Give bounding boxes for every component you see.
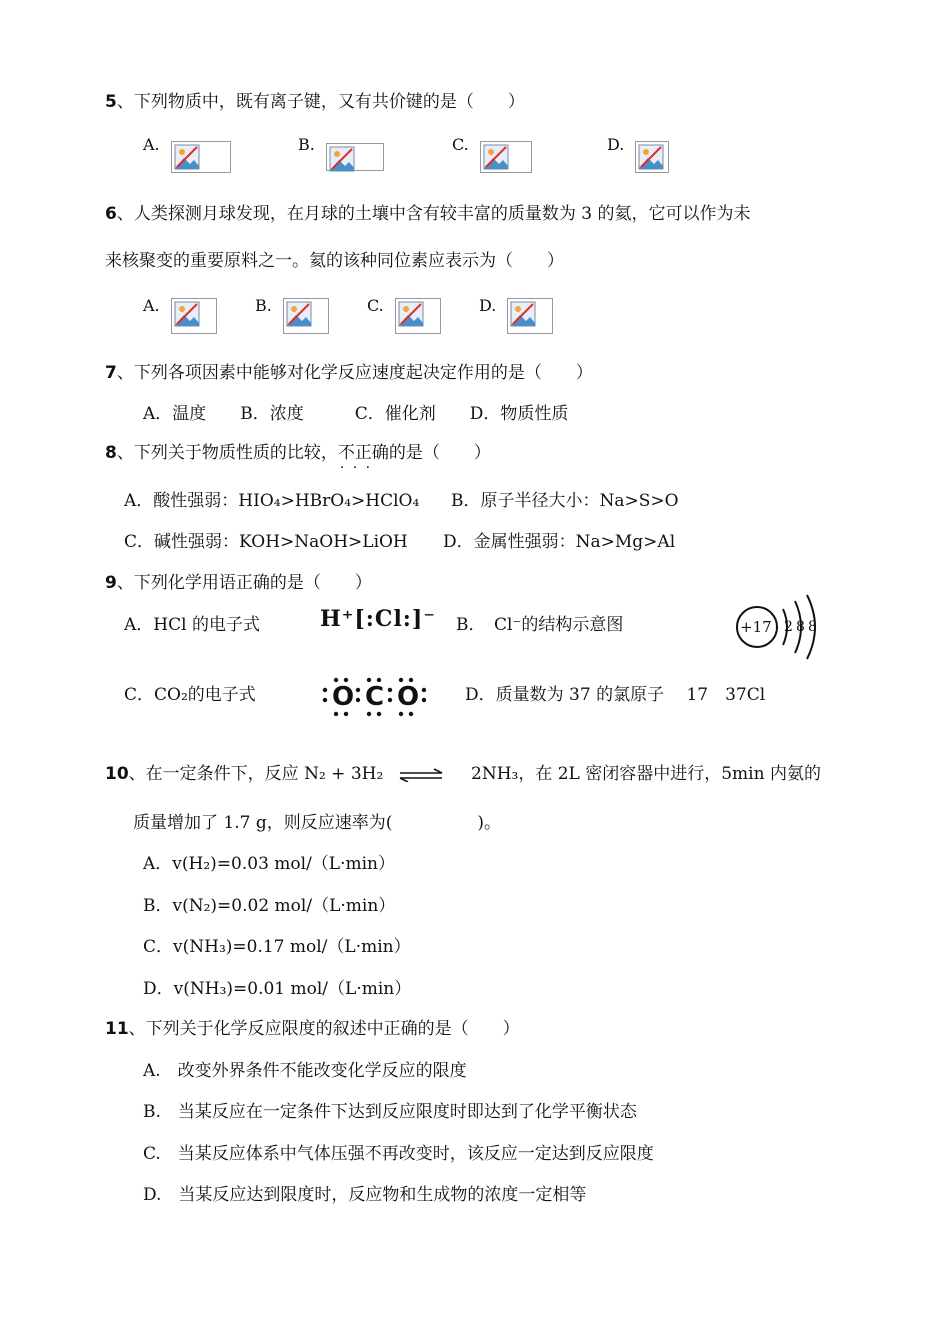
option-text: A．温度 B．浓度 C．催化剂 D．物质性质 — [143, 404, 569, 424]
question-number: 6 — [105, 204, 117, 224]
option-text: D．质量数为 37 的氯原子 17 37Cl — [465, 685, 766, 705]
question-number: 11 — [105, 1019, 129, 1039]
question-10-part2 — [471, 763, 821, 785]
broken-image-icon — [635, 141, 669, 173]
question-number: 10 — [105, 764, 129, 784]
option-label: B. — [255, 296, 272, 315]
question-text: 来核聚变的重要原料之一。氦的该种同位素应表示为（ ） — [105, 251, 564, 271]
equilibrium-arrow-icon — [398, 768, 444, 782]
emphasis-text: 不正确 · · · — [338, 443, 389, 463]
option-label: C. — [452, 135, 469, 154]
option-label: D. — [607, 135, 625, 154]
broken-image-icon — [171, 298, 217, 334]
question-number: 5 — [105, 92, 117, 112]
option-text: B． Cl⁻的结构示意图 — [456, 615, 624, 635]
broken-image-icon — [507, 298, 553, 334]
option-text: C. 当某反应体系中气体压强不再改变时，该反应一定达到反应限度 — [143, 1144, 654, 1164]
cl-ion-structure-diagram — [733, 593, 823, 663]
question-text: 、下列物质中，既有离子键，又有共价键的是（ ） — [116, 92, 525, 112]
option-label: C. — [367, 296, 384, 315]
hcl-electron-formula — [320, 606, 436, 632]
question-6 — [105, 203, 750, 225]
q11-option-c[interactable] — [143, 1143, 654, 1165]
question-text: 质量增加了 1.7 g，则反应速率为( )。 — [133, 813, 501, 833]
q10-option-c[interactable] — [143, 936, 411, 958]
option-text: B．原子半径大小：Na>S>O — [451, 491, 679, 511]
option-label: A. — [143, 135, 160, 154]
q8-option-d[interactable] — [443, 531, 675, 553]
broken-image-icon — [395, 298, 441, 334]
q11-option-b[interactable] — [143, 1101, 637, 1123]
svg-text:C: C — [365, 682, 385, 712]
q9-option-d[interactable] — [465, 684, 765, 706]
option-label: B. — [298, 135, 315, 154]
shell-count-3: 8 — [808, 619, 817, 635]
option-text: D. 当某反应达到限度时，反应物和生成物的浓度一定相等 — [143, 1185, 587, 1205]
q9-option-c[interactable] — [124, 684, 256, 706]
question-number: 8 — [105, 443, 117, 463]
shell-count-1: 2 — [784, 619, 793, 635]
nucleus-charge: +17 — [740, 618, 772, 636]
question-text: 、下列关于物质性质的比较， — [116, 443, 338, 463]
option-text: A．酸性强弱：HIO₄>HBrO₄>HClO₄ — [124, 491, 420, 511]
question-10 — [105, 763, 383, 785]
question-text: 、人类探测月球发现，在月球的土壤中含有较丰富的质量数为 3 的氦，它可以作为未 — [116, 204, 751, 224]
question-text: 、在一定条件下，反应 N₂ + 3H₂ — [128, 764, 384, 784]
q9-option-a[interactable] — [124, 614, 260, 636]
q11-option-d[interactable] — [143, 1184, 586, 1206]
question-number: 7 — [105, 363, 117, 383]
q8-option-a[interactable] — [124, 490, 419, 512]
broken-image-icon — [326, 143, 384, 171]
question-text: 2NH₃，在 2L 密闭容器中进行，5min 内氨的 — [471, 764, 821, 784]
option-text: B．v(N₂)=0.02 mol/（L·min） — [143, 896, 396, 916]
question-text: 、下列关于化学反应限度的叙述中正确的是（ ） — [128, 1019, 520, 1039]
option-text: A. 改变外界条件不能改变化学反应的限度 — [143, 1061, 467, 1081]
q8-option-c[interactable] — [124, 531, 408, 553]
broken-image-icon — [171, 141, 231, 173]
question-11 — [105, 1018, 520, 1040]
option-text: D．v(NH₃)=0.01 mol/（L·min） — [143, 979, 412, 999]
q9-option-b[interactable] — [456, 614, 623, 636]
question-8 — [105, 442, 491, 464]
question-5 — [105, 91, 525, 113]
q8-option-b[interactable] — [451, 490, 679, 512]
option-text: C．v(NH₃)=0.17 mol/（L·min） — [143, 937, 411, 957]
svg-text:O: O — [397, 682, 420, 712]
question-9 — [105, 572, 372, 594]
q11-option-a[interactable] — [143, 1060, 467, 1082]
hcl-formula-text: H⁺[:Cl:]⁻ — [320, 606, 436, 632]
question-10-line2 — [133, 812, 501, 834]
broken-image-icon — [480, 141, 532, 173]
question-7 — [105, 362, 593, 384]
option-text: C．CO₂的电子式 — [124, 685, 256, 705]
q10-option-d[interactable] — [143, 978, 411, 1000]
svg-text:O: O — [332, 682, 355, 712]
q7-options[interactable] — [143, 403, 568, 425]
option-label: D. — [479, 296, 497, 315]
co2-electron-formula-icon — [320, 672, 430, 720]
option-text: C．碱性强弱：KOH>NaOH>LiOH — [124, 532, 408, 552]
question-number: 9 — [105, 573, 117, 593]
q10-option-a[interactable] — [143, 853, 395, 875]
question-text: 、下列化学用语正确的是（ ） — [116, 573, 372, 593]
shell-count-2: 8 — [796, 619, 805, 635]
option-text: A．v(H₂)=0.03 mol/（L·min） — [143, 854, 396, 874]
broken-image-icon — [283, 298, 329, 334]
option-text: D．金属性强弱：Na>Mg>Al — [443, 532, 676, 552]
q10-option-b[interactable] — [143, 895, 395, 917]
option-text: B. 当某反应在一定条件下达到反应限度时即达到了化学平衡状态 — [143, 1102, 637, 1122]
question-text: 的是（ ） — [388, 443, 491, 463]
question-6-line2 — [105, 250, 564, 272]
option-text: A．HCl 的电子式 — [124, 615, 260, 635]
option-label: A. — [143, 296, 160, 315]
question-text: 、下列各项因素中能够对化学反应速度起决定作用的是（ ） — [116, 363, 593, 383]
